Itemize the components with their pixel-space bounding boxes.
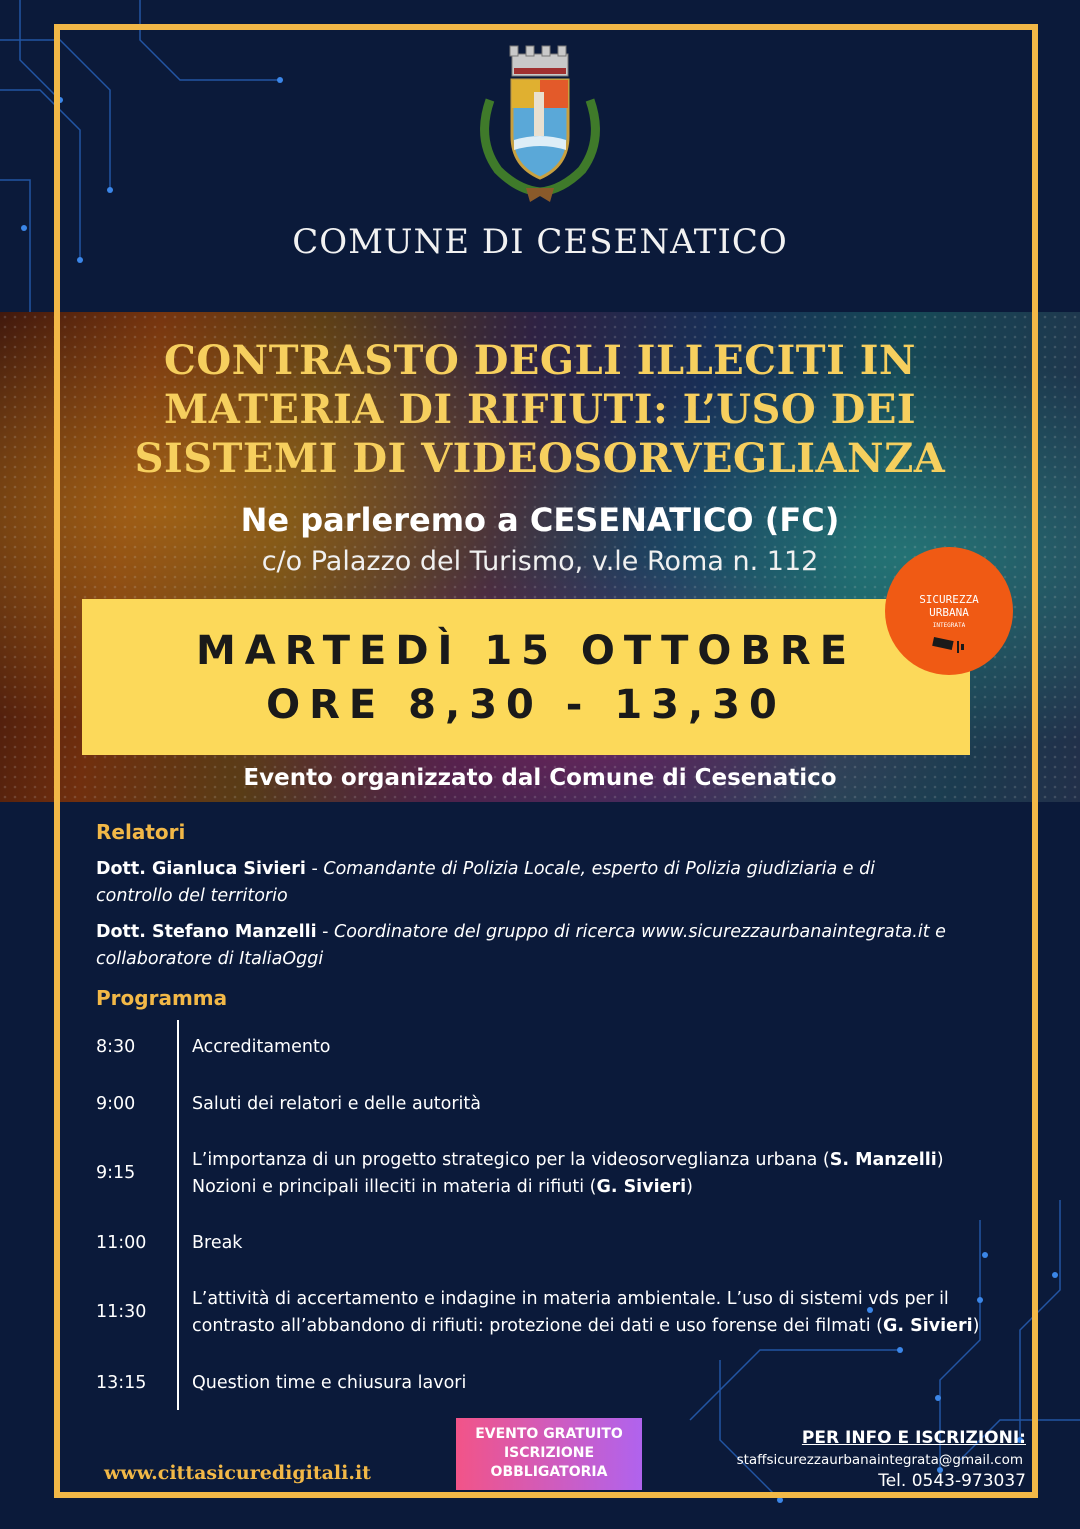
badge-subtext: INTEGRATA — [932, 622, 966, 629]
badge-text: SICUREZZA URBANA — [919, 593, 979, 619]
program-divider — [177, 1020, 179, 1410]
contact-email[interactable]: staffsicurezzaurbanaintegrata@gmail.com — [736, 1452, 1023, 1468]
speakers-heading: Relatori — [96, 820, 186, 844]
speaker-name: Dott. Stefano Manzelli — [96, 922, 317, 942]
program-row — [96, 1286, 986, 1346]
program-time: 9:00 — [96, 1094, 136, 1114]
program-time: 13:15 — [96, 1373, 147, 1393]
sicurezza-urbana-badge — [885, 547, 1013, 675]
speaker-name: Dott. Gianluca Sivieri — [96, 859, 306, 879]
speaker-description: Coordinatore del gruppo di ricerca www.sicurezzaurbanaintegrata.it e collaboratore di ItaliaOggi — [96, 922, 946, 969]
program-text: Saluti dei relatori e delle autorità — [192, 1094, 482, 1114]
program-text: L’importanza di un progetto strategico per la videosorveglianza urbana (S. Manzelli) Nozioni e principali illeciti in materia di rifiuti (G. Sivieri) — [192, 1150, 944, 1197]
title-line: SISTEMI DI VIDEOSORVEGLIANZA — [134, 435, 946, 482]
event-hours: ORE 8,30 - 13,30 — [266, 682, 786, 728]
free-event-badge: EVENTO GRATUITO ISCRIZIONE OBBLIGATORIA — [456, 1418, 642, 1490]
title-line: CONTRASTO DEGLI ILLECITI IN — [164, 337, 916, 384]
date-box — [82, 599, 970, 755]
program-text: Accreditamento — [192, 1037, 331, 1057]
program-time: 8:30 — [96, 1037, 136, 1057]
program-time: 9:15 — [96, 1163, 136, 1183]
organizer-note: Evento organizzato dal Comune di Cesenatico — [243, 765, 837, 791]
coat-of-arms-logo — [470, 40, 610, 210]
website-link[interactable]: www.cittasicuredigitali.it — [104, 1462, 371, 1484]
speaker-entry: Dott. Gianluca Sivieri - Comandante di Polizia Locale, esperto di Polizia giudiziaria e di controllo del territorio — [96, 859, 876, 906]
location-headline: Ne parleremo a CESENATICO (FC) — [240, 501, 840, 539]
speaker-description: Comandante di Polizia Locale, esperto di Polizia giudiziaria e di controllo del territorio — [96, 859, 876, 906]
info-heading: PER INFO E ISCRIZIONI: — [801, 1428, 1026, 1448]
camera-icon — [931, 635, 967, 655]
program-text: Question time e chiusura lavori — [192, 1373, 467, 1393]
speaker-entry: Dott. Stefano Manzelli - Coordinatore del gruppo di ricerca www.sicurezzaurbanaintegrata.it e collaboratore di ItaliaOggi — [96, 922, 946, 969]
title-line: MATERIA DI RIFIUTI: L’USO DEI — [163, 386, 917, 433]
location-address: c/o Palazzo del Turismo, v.le Roma n. 112 — [261, 546, 819, 577]
contact-phone[interactable]: Tel. 0543-973037 — [878, 1471, 1026, 1491]
program-text: Break — [192, 1233, 243, 1253]
program-text: L’attività di accertamento e indagine in materia ambientale. L’uso di sistemi vds per il contrasto all’abbandono di rifiuti: protezione dei dati e uso forense dei filmati (G. Sivieri) — [192, 1289, 980, 1336]
program-time: 11:30 — [96, 1302, 147, 1322]
program-row — [96, 1147, 986, 1207]
event-title — [60, 336, 1020, 483]
program-heading: Programma — [96, 986, 228, 1010]
organization-name: COMUNE DI CESENATICO — [292, 222, 788, 262]
program-time: 11:00 — [96, 1233, 147, 1253]
event-day: MARTEDÌ 15 OTTOBRE — [195, 628, 857, 674]
